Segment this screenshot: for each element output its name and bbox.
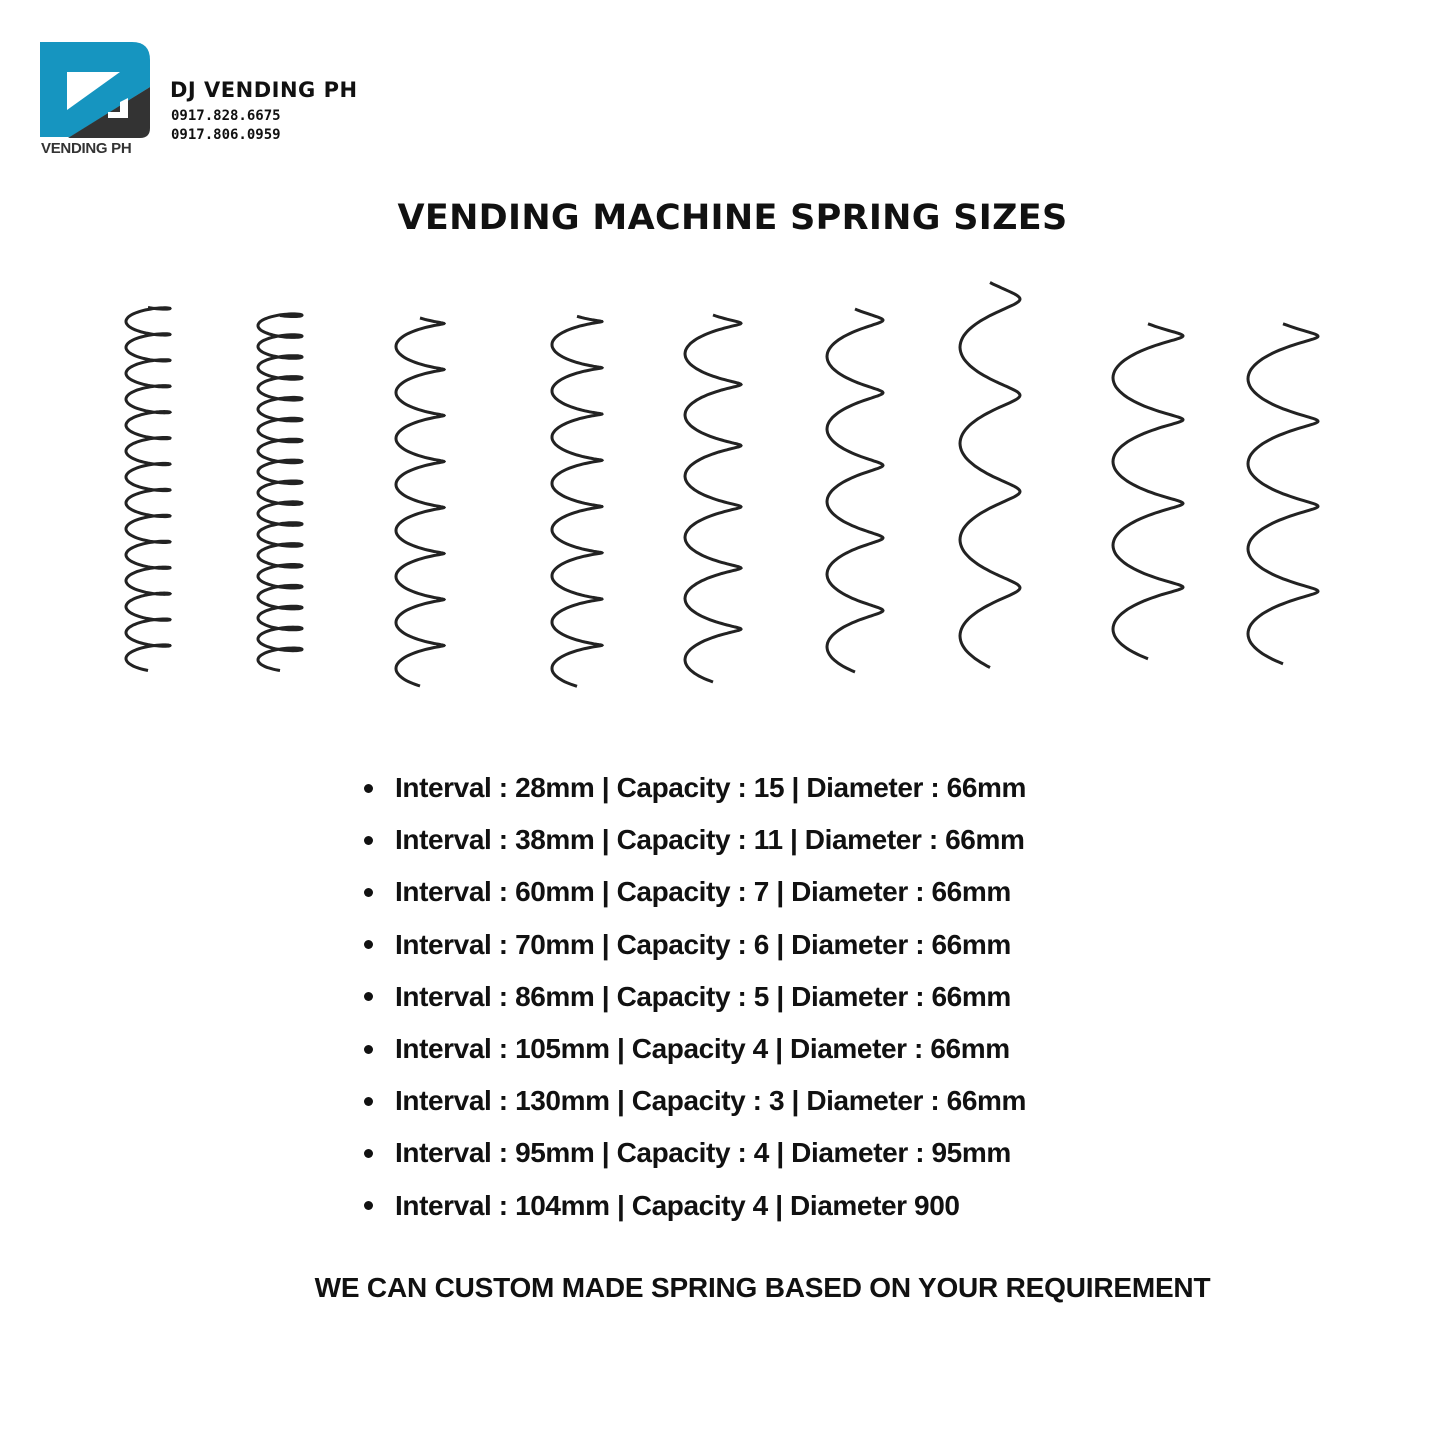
bullet-icon — [364, 836, 373, 845]
bullet-icon — [364, 992, 373, 1001]
spring-coil — [685, 315, 741, 682]
spec-list — [360, 762, 1026, 1232]
bullet-icon — [364, 888, 373, 897]
spec-item — [360, 971, 1026, 1023]
logo-caption: VENDING PH — [41, 140, 132, 157]
bullet-icon — [364, 784, 373, 793]
spec-text: Interval : 28mm | Capacity : 15 | Diameter : 66mm — [395, 772, 1027, 804]
spec-item — [360, 1180, 1026, 1232]
spring-coil — [960, 283, 1020, 668]
bullet-icon — [364, 1097, 373, 1106]
spring-coil — [396, 318, 444, 686]
spec-item — [360, 919, 1026, 971]
spec-text: Interval : 60mm | Capacity : 7 | Diameter : 66mm — [395, 876, 1011, 908]
spec-text: Interval : 104mm | Capacity 4 | Diameter 900 — [395, 1189, 960, 1221]
bullet-icon — [364, 940, 373, 949]
spec-text: Interval : 38mm | Capacity : 11 | Diameter : 66mm — [395, 824, 1025, 856]
spring-coil — [258, 314, 302, 671]
bullet-icon — [364, 1045, 373, 1054]
springs-illustration — [70, 280, 1350, 700]
custom-spring-note: WE CAN CUSTOM MADE SPRING BASED ON YOUR REQUIREMENT — [314, 1272, 1211, 1303]
spec-item — [360, 814, 1026, 866]
spring-coil — [1248, 324, 1318, 664]
spec-item — [360, 762, 1026, 814]
page-title: VENDING MACHINE SPRING SIZES — [397, 198, 1068, 238]
spec-text: Interval : 70mm | Capacity : 6 | Diameter : 66mm — [395, 928, 1011, 960]
spec-text: Interval : 86mm | Capacity : 5 | Diameter : 66mm — [395, 980, 1011, 1012]
spec-item — [360, 1023, 1026, 1075]
spec-item — [360, 866, 1026, 918]
brand-name: DJ VENDING PH — [170, 78, 358, 102]
spec-item — [360, 1075, 1026, 1127]
spec-text: Interval : 130mm | Capacity : 3 | Diameter : 66mm — [395, 1085, 1027, 1117]
phone-number-2: 0917.806.0959 — [171, 127, 281, 143]
spring-coil — [827, 309, 883, 672]
spec-text: Interval : 95mm | Capacity : 4 | Diameter : 95mm — [395, 1137, 1011, 1169]
bullet-icon — [364, 1201, 373, 1210]
spring-coil — [1113, 324, 1183, 659]
bullet-icon — [364, 1149, 373, 1158]
spring-coil — [126, 308, 170, 671]
spec-item — [360, 1127, 1026, 1179]
spec-text: Interval : 105mm | Capacity 4 | Diameter : 66mm — [395, 1033, 1010, 1065]
phone-number-1: 0917.828.6675 — [171, 108, 281, 124]
spring-coil — [552, 316, 602, 686]
